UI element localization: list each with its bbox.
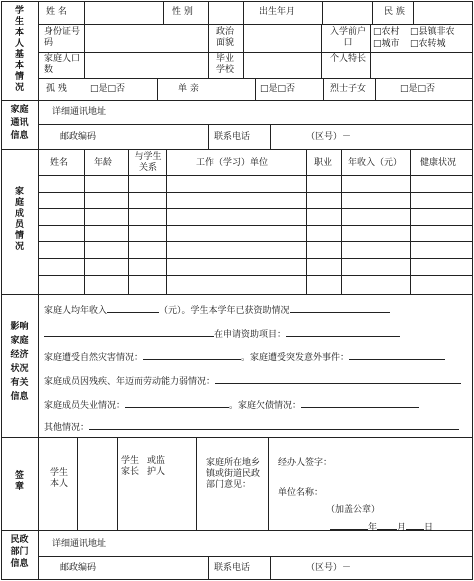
sign-date: 年 月 日 (330, 520, 433, 534)
field-ethnic[interactable] (415, 3, 471, 22)
field-idcard[interactable] (86, 26, 206, 50)
aid-continued-blank[interactable] (44, 327, 214, 337)
col-header-name: 姓名 (50, 158, 69, 168)
label-birth: 出生年月 (259, 7, 296, 17)
member-row-line (38, 192, 473, 193)
sign-unit: 单位名称： (278, 488, 324, 498)
date-year-blank[interactable] (330, 520, 368, 530)
civil-address-field[interactable] (120, 534, 470, 553)
section-sign-label: 签章 (14, 471, 24, 492)
label-talent: 个人特长 (330, 54, 367, 64)
income-blank[interactable] (107, 303, 159, 313)
label-name: 姓 名 (46, 7, 67, 17)
sign-agent-field[interactable] (340, 454, 468, 470)
member-row-line (38, 208, 473, 209)
label-ethnic: 民 族 (384, 7, 405, 17)
label-political: 政治面貌 (216, 27, 235, 48)
factor-line-3: 家庭遭受自然灾害情况： 。家庭遭受突发意外事件： (44, 350, 445, 364)
member-row-line (38, 175, 473, 176)
sign-agent: 经办人签字： (278, 458, 333, 468)
accident-blank[interactable] (349, 350, 445, 360)
sign-guardian-a: 学生家长 (121, 456, 140, 477)
sign-guardian-b: 或监护人 (147, 456, 166, 477)
factor-line-2: 在申请资助项目： (44, 327, 400, 341)
factor-line-6: 其他情况： (44, 420, 459, 434)
label-single: 单 亲 (178, 84, 199, 94)
civil-phone-label: 联系电话 (214, 563, 251, 573)
label-gender: 性 别 (172, 7, 193, 17)
member-row-line (38, 258, 473, 259)
checkbox-converted[interactable]: □农转城 (410, 39, 446, 49)
date-month-blank[interactable] (377, 520, 397, 530)
col-header-health: 健康状况 (420, 158, 457, 168)
section-student-label: 学生本人基本情况 (14, 6, 24, 93)
section-contact-label: 家庭通讯信息 (10, 105, 29, 141)
field-birth[interactable] (324, 3, 370, 22)
section-civil-label: 民政部门信息 (10, 535, 29, 569)
civil-areacode-field[interactable]: （区号）－ (306, 563, 352, 573)
factor-line-1: 家庭人均年收入 （元）。学生本学年已获资助情况 (44, 303, 390, 317)
factor-line-4: 家庭成员因残疾、年迈而劳动能力弱情况： (44, 374, 461, 388)
field-school[interactable] (245, 54, 319, 76)
section-members-label: 家庭成员情况 (14, 187, 24, 252)
col-header-workplace: 工作（学习）单位 (196, 158, 269, 168)
field-gender[interactable] (210, 3, 241, 22)
checkbox-town[interactable]: □县镇非农 (410, 27, 455, 37)
disaster-blank[interactable] (143, 350, 241, 360)
checkbox-single[interactable]: □是□否 (260, 84, 296, 94)
member-row-line (38, 225, 473, 226)
civil-postcode-label: 邮政编码 (60, 563, 97, 573)
field-talent[interactable] (372, 54, 471, 76)
checkbox-city[interactable]: □城市 (373, 39, 400, 49)
sign-unit-field[interactable] (330, 484, 468, 500)
label-orphan: 孤 残 (46, 84, 67, 94)
checkbox-martyr[interactable]: □是□否 (400, 84, 436, 94)
member-row-line (38, 241, 473, 242)
sign-student-label: 学生本人 (50, 468, 69, 489)
label-postcode: 邮政编码 (60, 132, 97, 142)
field-political[interactable] (245, 26, 319, 50)
factor-line-5: 家庭成员失业情况： 。家庭欠债情况： (44, 398, 419, 412)
col-header-age: 年龄 (94, 158, 113, 168)
checkbox-rural[interactable]: □农村 (373, 27, 400, 37)
disability-blank[interactable] (215, 374, 461, 384)
other-blank[interactable] (89, 420, 459, 430)
apply-blank[interactable] (286, 327, 400, 337)
aid-blank[interactable] (290, 303, 390, 313)
member-row-line (38, 275, 473, 276)
col-header-income: 年收入（元） (348, 158, 403, 168)
label-address: 详细通讯地址 (52, 107, 107, 117)
label-martyr: 烈士子女 (330, 84, 367, 94)
civil-address-label: 详细通讯地址 (52, 539, 107, 549)
field-address[interactable] (120, 103, 470, 122)
label-phone: 联系电话 (214, 132, 251, 142)
civil-postcode-field[interactable] (120, 559, 206, 578)
label-family-count: 家庭人口数 (44, 54, 81, 75)
sign-seal: （加盖公章） (326, 505, 381, 515)
label-idcard: 身份证号码 (44, 27, 81, 48)
field-family-count[interactable] (86, 54, 206, 76)
sign-civil-opinion: 家庭所在地乡镇或街道民政部门意见： (206, 458, 261, 490)
debt-blank[interactable] (301, 398, 419, 408)
checkbox-orphan[interactable]: □是□否 (90, 84, 126, 94)
col-header-job: 职业 (314, 158, 333, 168)
section-column-line (38, 1, 39, 580)
sign-student-field[interactable] (79, 440, 115, 528)
label-school: 毕业学校 (216, 54, 235, 75)
field-areacode[interactable]: （区号）－ (306, 132, 352, 142)
field-name[interactable] (86, 3, 161, 22)
section-factors-label: 影响家庭经济状况有关信息 (10, 322, 29, 402)
label-hukou: 入学前户口 (330, 27, 367, 48)
field-postcode[interactable] (120, 127, 206, 146)
date-day-blank[interactable] (406, 520, 424, 530)
col-header-relation: 与学生关系 (134, 152, 162, 173)
unemployment-blank[interactable] (125, 398, 229, 408)
sign-guardian-field[interactable] (170, 440, 194, 528)
